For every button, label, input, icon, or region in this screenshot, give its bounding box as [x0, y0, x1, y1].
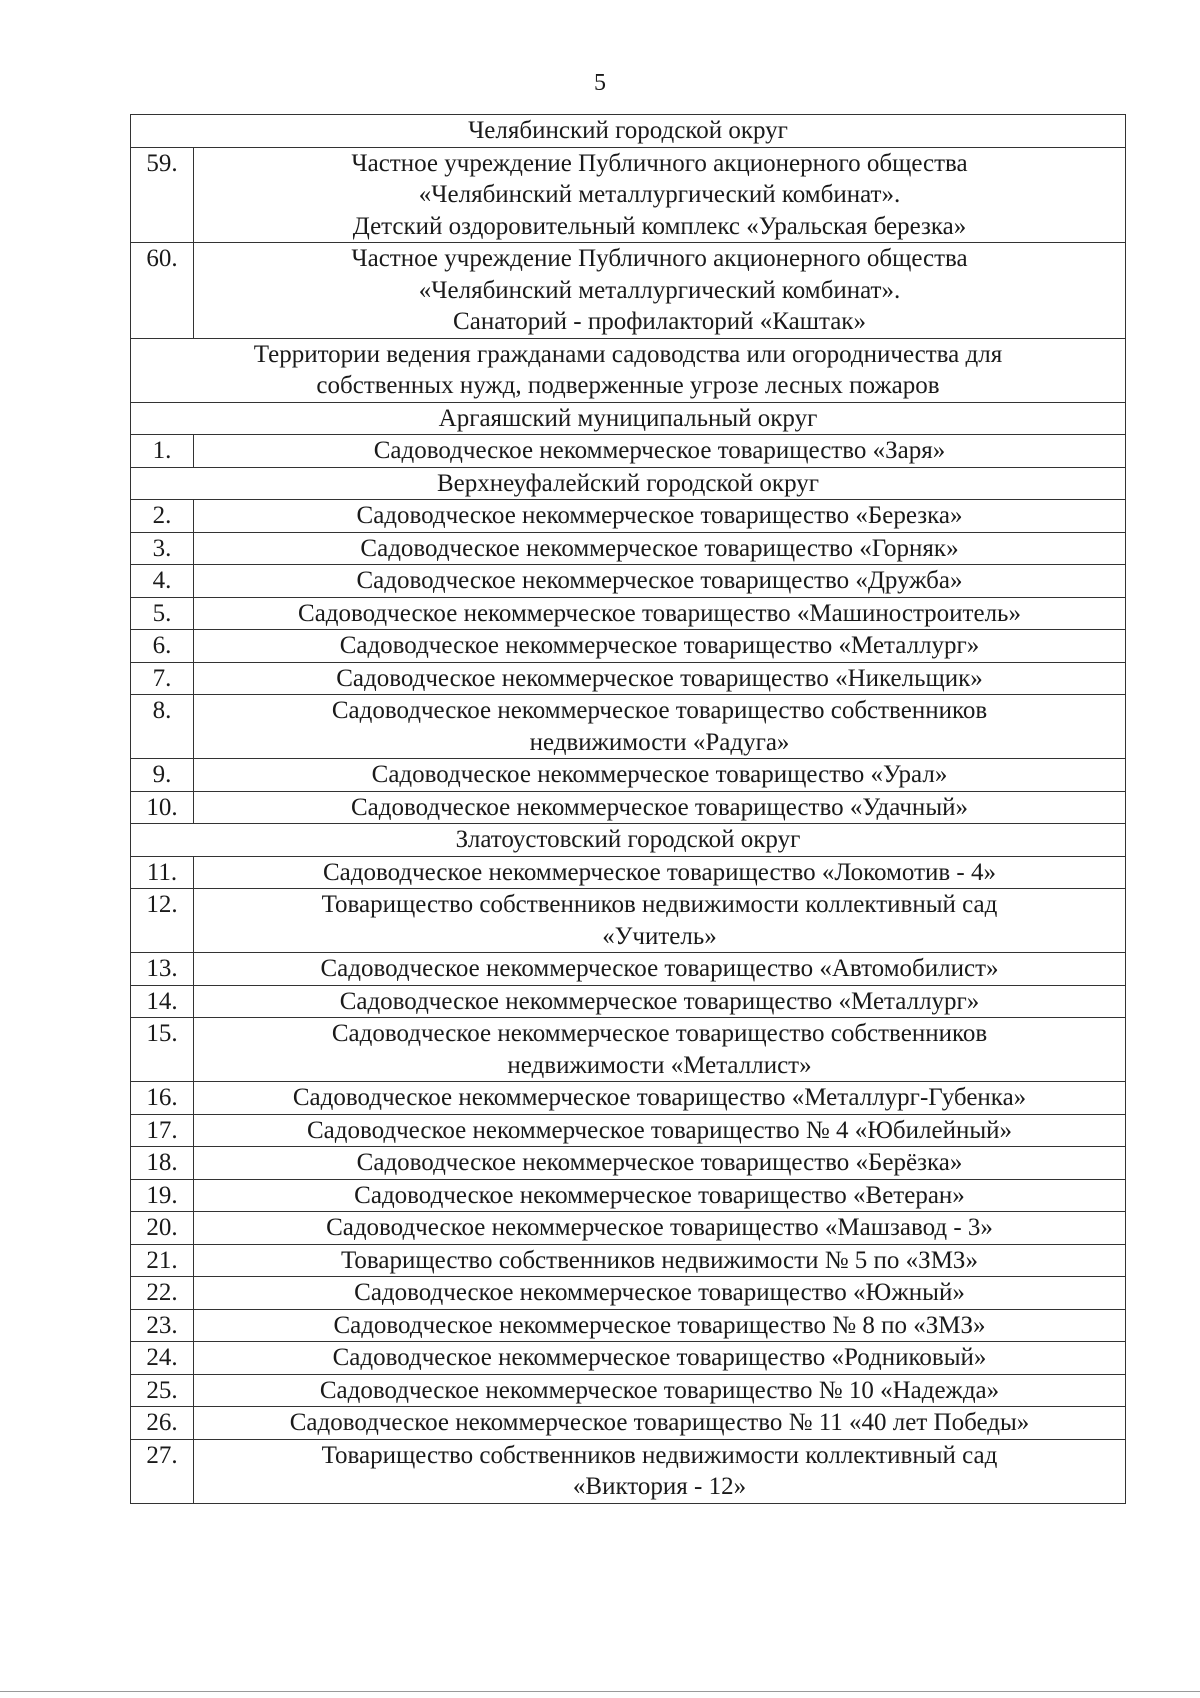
section-header: Челябинский городской округ — [131, 115, 1126, 148]
organization-name-line: Садоводческое некоммерческое товарищество «Березка» — [356, 502, 963, 529]
row-number: 23. — [131, 1309, 194, 1342]
organization-name-line: Садоводческое некоммерческое товарищество «Машзавод - 3» — [326, 1214, 993, 1241]
table-row — [131, 1212, 1126, 1245]
organization-name-line: Товарищество собственников недвижимости коллективный сад — [321, 1441, 998, 1469]
organization-name-line: Садоводческое некоммерческое товарищество № 11 «40 лет Победы» — [289, 1409, 1030, 1436]
section-header-row — [131, 402, 1126, 435]
row-number: 8. — [131, 695, 194, 759]
organization-name-line: Садоводческое некоммерческое товарищество «Удачный» — [350, 793, 968, 821]
row-number: 24. — [131, 1342, 194, 1375]
row-number: 3. — [131, 532, 194, 565]
organization-name-line: Садоводческое некоммерческое товарищество «Металлург» — [339, 987, 980, 1015]
organization-name-line: Санаторий - профилакторий «Каштак» — [453, 308, 866, 335]
row-number: 15. — [131, 1018, 194, 1082]
table-row — [131, 1277, 1126, 1310]
organization-name-line: «Виктория - 12» — [572, 1473, 747, 1500]
row-number: 27. — [131, 1439, 194, 1503]
organization-name — [194, 953, 1126, 986]
table-row — [131, 1147, 1126, 1180]
section-header: Аргаяшский муниципальный округ — [131, 402, 1126, 435]
table-row — [131, 953, 1126, 986]
table-row — [131, 532, 1126, 565]
row-number: 4. — [131, 565, 194, 598]
organization-name — [194, 1309, 1126, 1342]
organization-name-line: Садоводческое некоммерческое товарищество «Берёзка» — [356, 1149, 963, 1176]
organization-name-line: Садоводческое некоммерческое товарищество собственников — [331, 697, 988, 724]
organization-name-line: недвижимости «Радуга» — [529, 728, 790, 756]
row-number: 16. — [131, 1082, 194, 1115]
organization-name — [194, 147, 1126, 243]
section-header-row — [131, 115, 1126, 148]
organization-name — [194, 1179, 1126, 1212]
table-row — [131, 597, 1126, 630]
organization-name-line: Садоводческое некоммерческое товарищество «Ветеран» — [354, 1181, 965, 1209]
row-number: 14. — [131, 985, 194, 1018]
table-row — [131, 1018, 1126, 1082]
row-number: 18. — [131, 1147, 194, 1180]
row-number: 1. — [131, 435, 194, 468]
row-number: 13. — [131, 953, 194, 986]
organization-name-line: Садоводческое некоммерческое товарищество «Горняк» — [360, 534, 959, 562]
organization-name — [194, 985, 1126, 1018]
organization-name — [194, 1374, 1126, 1407]
row-number: 11. — [131, 856, 194, 889]
organization-name-line: Садоводческое некоммерческое товарищество «Южный» — [354, 1279, 965, 1306]
organization-name — [194, 630, 1126, 663]
organization-name — [194, 1439, 1126, 1503]
organization-name — [194, 500, 1126, 533]
organization-name-line: Садоводческое некоммерческое товарищество № 8 по «ЗМЗ» — [333, 1311, 986, 1339]
organization-name — [194, 597, 1126, 630]
organization-name — [194, 1114, 1126, 1147]
section-header-row — [131, 824, 1126, 857]
row-number: 19. — [131, 1179, 194, 1212]
row-number: 59. — [131, 147, 194, 243]
organization-name-line: Садоводческое некоммерческое товарищество «Металлург-Губенка» — [292, 1084, 1027, 1111]
table-row — [131, 889, 1126, 953]
page-bottom-divider — [0, 1691, 1200, 1692]
organization-name-line: Садоводческое некоммерческое товарищество «Локомотив - 4» — [322, 858, 997, 886]
organization-name-line: Садоводческое некоммерческое товарищество № 4 «Юбилейный» — [306, 1116, 1013, 1144]
row-number: 9. — [131, 759, 194, 792]
row-number: 17. — [131, 1114, 194, 1147]
organization-name-line: Садоводческое некоммерческое товарищество «Урал» — [371, 761, 948, 788]
row-number: 6. — [131, 630, 194, 663]
organization-name — [194, 1277, 1126, 1310]
organization-name — [194, 1082, 1126, 1115]
row-number: 5. — [131, 597, 194, 630]
organization-name-line: Садоводческое некоммерческое товарищество «Родниковый» — [332, 1344, 987, 1371]
table-body — [131, 115, 1126, 1504]
organization-name-line: «Челябинский металлургический комбинат». — [418, 276, 901, 304]
organization-name — [194, 1212, 1126, 1245]
section-header — [131, 338, 1126, 402]
section-header-line: Территории ведения гражданами садоводства или огородничества для — [253, 340, 1003, 368]
organization-name — [194, 1407, 1126, 1440]
table-row — [131, 1342, 1126, 1375]
table-row — [131, 1407, 1126, 1440]
organization-name-line: Садоводческое некоммерческое товарищество «Металлург» — [339, 632, 980, 659]
organization-name-line: Садоводческое некоммерческое товарищество «Никельщик» — [336, 664, 983, 692]
table-row — [131, 985, 1126, 1018]
organization-name — [194, 1147, 1126, 1180]
table-row — [131, 147, 1126, 243]
section-header-line: собственных нужд, подверженные угрозе лесных пожаров — [316, 372, 940, 399]
section-header: Верхнеуфалейский городской округ — [131, 467, 1126, 500]
table-row — [131, 856, 1126, 889]
organization-name — [194, 1244, 1126, 1277]
row-number: 26. — [131, 1407, 194, 1440]
organization-name — [194, 1018, 1126, 1082]
table-row — [131, 500, 1126, 533]
section-header-row — [131, 467, 1126, 500]
organization-name-line: Садоводческое некоммерческое товарищество «Заря» — [373, 437, 946, 464]
organization-name — [194, 856, 1126, 889]
table-row — [131, 1374, 1126, 1407]
row-number: 25. — [131, 1374, 194, 1407]
organization-name — [194, 243, 1126, 339]
organization-name-line: Садоводческое некоммерческое товарищество «Автомобилист» — [320, 955, 999, 982]
table-row — [131, 759, 1126, 792]
organization-name-line: недвижимости «Металлист» — [507, 1051, 812, 1079]
row-number: 10. — [131, 791, 194, 824]
row-number: 12. — [131, 889, 194, 953]
table-row — [131, 565, 1126, 598]
organization-name — [194, 759, 1126, 792]
organization-name-line: Частное учреждение Публичного акционерного общества — [351, 245, 968, 272]
organization-name — [194, 1342, 1126, 1375]
organization-name-line: «Челябинский металлургический комбинат». — [418, 181, 901, 208]
row-number: 60. — [131, 243, 194, 339]
row-number: 22. — [131, 1277, 194, 1310]
table-row — [131, 1309, 1126, 1342]
row-number: 2. — [131, 500, 194, 533]
organization-name-line: Детский оздоровительный комплекс «Уральская березка» — [352, 212, 967, 240]
row-number: 7. — [131, 662, 194, 695]
organization-name-line: Садоводческое некоммерческое товарищество собственников — [331, 1020, 988, 1047]
organization-name-line: «Учитель» — [602, 922, 717, 950]
section-header: Златоустовский городской округ — [131, 824, 1126, 857]
row-number: 21. — [131, 1244, 194, 1277]
organization-name — [194, 791, 1126, 824]
row-number: 20. — [131, 1212, 194, 1245]
organization-name-line: Садоводческое некоммерческое товарищество «Дружба» — [356, 567, 963, 594]
organization-name — [194, 532, 1126, 565]
organization-name — [194, 695, 1126, 759]
table-row — [131, 1114, 1126, 1147]
table-row — [131, 1244, 1126, 1277]
table-row — [131, 791, 1126, 824]
table-row — [131, 695, 1126, 759]
table-row — [131, 630, 1126, 663]
organization-name-line: Товарищество собственников недвижимости № 5 по «ЗМЗ» — [341, 1246, 978, 1274]
organization-name-line: Частное учреждение Публичного акционерного общества — [351, 149, 968, 177]
organization-name — [194, 435, 1126, 468]
table-row — [131, 662, 1126, 695]
organization-name-line: Товарищество собственников недвижимости коллективный сад — [321, 891, 998, 918]
table-row — [131, 1082, 1126, 1115]
organization-name-line: Садоводческое некоммерческое товарищество «Машиностроитель» — [298, 599, 1021, 627]
table-row — [131, 1439, 1126, 1503]
table-row — [131, 1179, 1126, 1212]
organization-name — [194, 565, 1126, 598]
organization-name-line: Садоводческое некоммерческое товарищество № 10 «Надежда» — [319, 1376, 1000, 1404]
table-row — [131, 243, 1126, 339]
table-row — [131, 435, 1126, 468]
section-header-row — [131, 338, 1126, 402]
page-number: 5 — [594, 70, 606, 96]
organizations-table — [130, 114, 1126, 1504]
organization-name — [194, 889, 1126, 953]
organization-name — [194, 662, 1126, 695]
